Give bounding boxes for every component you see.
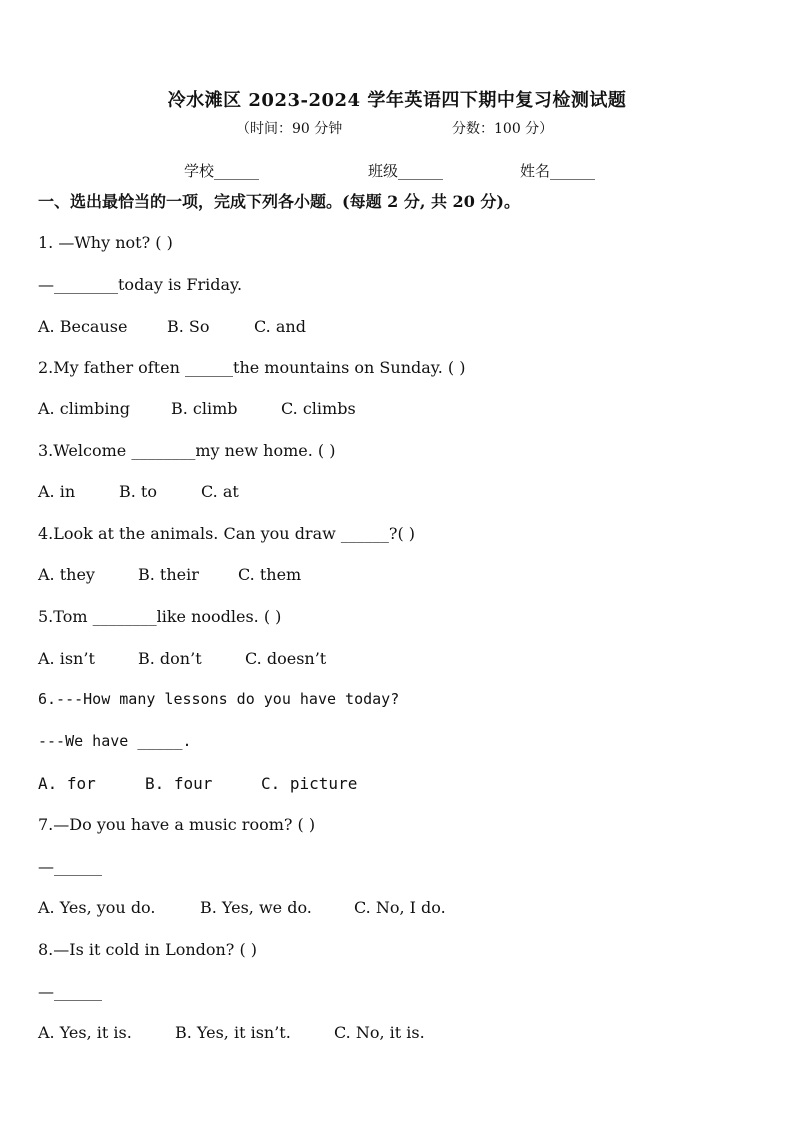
question-7-option-c[interactable]: C. No, I do. — [354, 898, 446, 917]
question-2-line-1: 2.My father often ______the mountains on Sunday. ( ) — [38, 358, 466, 377]
question-4-option-c[interactable]: C. them — [238, 565, 302, 584]
question-6-option-a[interactable]: A. for — [38, 774, 96, 793]
question-3-option-a[interactable]: A. in — [38, 482, 76, 501]
question-8-line-2: —______ — [38, 982, 102, 1001]
question-6-options — [38, 774, 778, 793]
question-7-option-a[interactable]: A. Yes, you do. — [38, 898, 156, 917]
question-2-option-a[interactable]: A. climbing — [38, 399, 130, 418]
question-8-options — [38, 1023, 778, 1042]
question-1-option-c[interactable]: C. and — [254, 317, 306, 336]
class-field[interactable]: 班级______ — [368, 162, 444, 180]
question-4-line-1: 4.Look at the animals. Can you draw ______?( ) — [38, 524, 416, 543]
question-4-option-a[interactable]: A. they — [38, 565, 95, 584]
question-2-option-c[interactable]: C. climbs — [281, 399, 356, 418]
question-8-option-b[interactable]: B. Yes, it isn’t. — [175, 1023, 291, 1042]
question-6-line-1: 6.---How many lessons do you have today? — [38, 690, 400, 708]
question-5-option-a[interactable]: A. isn’t — [38, 649, 95, 668]
question-3-option-c[interactable]: C. at — [201, 482, 239, 501]
question-5-options — [38, 649, 778, 668]
question-2-options — [38, 399, 778, 418]
exam-time: （时间：90 分钟 — [236, 121, 343, 137]
question-6-option-c[interactable]: C. picture — [261, 774, 358, 793]
question-3-line-1: 3.Welcome ________my new home. ( ) — [38, 441, 336, 460]
question-1-options — [38, 317, 778, 336]
question-8-line-1: 8.—Is it cold in London? ( ) — [38, 940, 258, 959]
question-1-option-b[interactable]: B. So — [167, 317, 210, 336]
question-1-option-a[interactable]: A. Because — [38, 317, 128, 336]
exam-score: 分数：100 分） — [452, 121, 554, 137]
section-heading: 一、选出最恰当的一项，完成下列各小题。(每题 2 分, 共 20 分)。 — [38, 192, 520, 211]
question-3-options — [38, 482, 778, 501]
question-5-option-b[interactable]: B. don’t — [138, 649, 202, 668]
question-5-line-1: 5.Tom ________like noodles. ( ) — [38, 607, 282, 626]
question-7-line-1: 7.—Do you have a music room? ( ) — [38, 815, 316, 834]
question-1-line-1: 1. —Why not? ( ) — [38, 233, 173, 252]
question-2-option-b[interactable]: B. climb — [171, 399, 238, 418]
question-4-options — [38, 565, 778, 584]
name-field[interactable]: 姓名______ — [520, 162, 596, 180]
question-8-option-c[interactable]: C. No, it is. — [334, 1023, 425, 1042]
question-6-line-2: ---We have _____. — [38, 732, 192, 750]
question-7-options — [38, 898, 778, 917]
question-8-option-a[interactable]: A. Yes, it is. — [38, 1023, 132, 1042]
question-5-option-c[interactable]: C. doesn’t — [245, 649, 327, 668]
question-7-option-b[interactable]: B. Yes, we do. — [200, 898, 312, 917]
question-6-option-b[interactable]: B. four — [145, 774, 213, 793]
exam-title: 冷水滩区 2023-2024 学年英语四下期中复习检测试题 — [167, 90, 627, 111]
question-3-option-b[interactable]: B. to — [119, 482, 157, 501]
school-field[interactable]: 学校______ — [184, 162, 260, 180]
question-4-option-b[interactable]: B. their — [138, 565, 199, 584]
question-1-line-2: —________today is Friday. — [38, 275, 243, 294]
question-7-line-2: —______ — [38, 857, 102, 876]
